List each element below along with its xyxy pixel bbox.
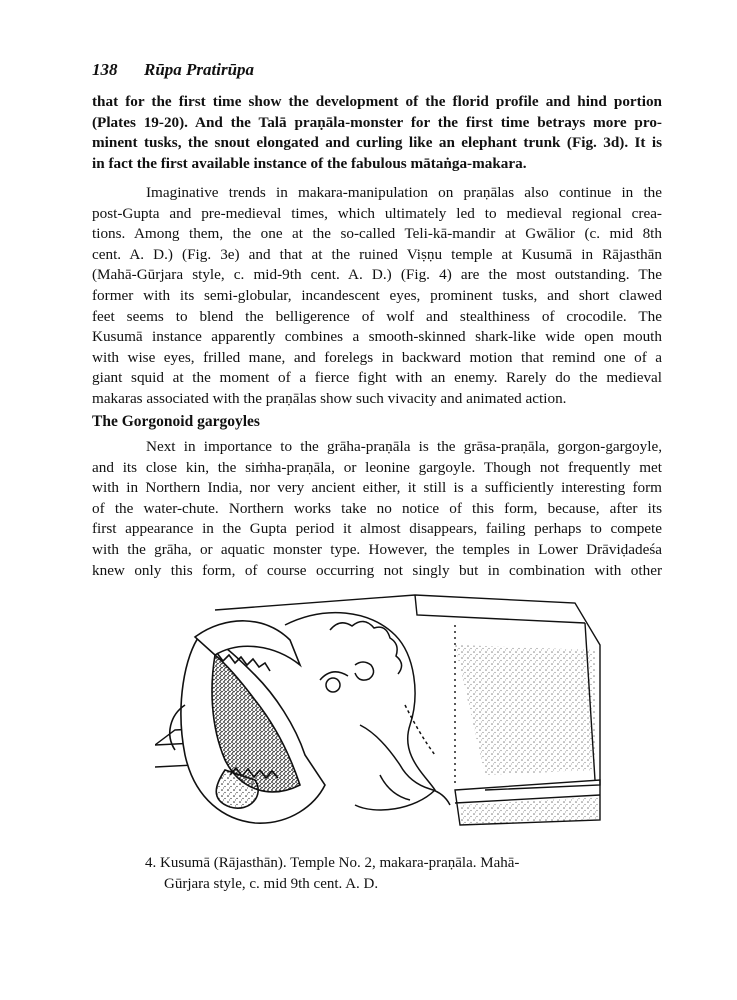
- caption-line: 4. Kusumā (Rājasthān). Temple No. 2, makara-praṇāla. Mahā-: [145, 855, 520, 871]
- text-line: first appearance in the Gupta period it almost disappears, failing perhaps to compete: [92, 520, 662, 538]
- page-header: [92, 60, 672, 84]
- text-line: post-Gupta and pre-medieval times, which ultimately led to medieval regional crea-: [92, 204, 662, 222]
- text-line: of the water-chute. Northern works take no notice of this form, because, after its: [92, 499, 662, 517]
- text-line: with in Northern India, nor very ancient either, it still is a sufficiently interesting form: [92, 479, 662, 497]
- running-title: Rūpa Pratirūpa: [144, 60, 255, 79]
- text-line: cent. A. D.) (Fig. 3e) and that at the ruined Viṣṇu temple at Kusumā in Rājasthān: [92, 245, 662, 263]
- monster-mouth: [170, 621, 325, 823]
- text-line: with wise eyes, frilled mane, and forelegs in backward motion that remind one of a: [92, 348, 662, 366]
- paragraph-makara-trends: [92, 183, 662, 410]
- text-line: Imaginative trends in makara-manipulation on praṇālas also continue in the: [146, 184, 662, 201]
- text-line: (Mahā-Gūrjara style, c. mid-9th cent. A. D.) (Fig. 4) are the most outstanding. The: [92, 266, 662, 284]
- figure-caption: [145, 853, 605, 894]
- text-line: feet seems to blend the belligerence of wolf and stealthiness of crocodile. The: [92, 307, 662, 325]
- paragraph-gorgonoid: [92, 437, 662, 581]
- text-line: makaras associated with the praṇālas show such vivacity and animated action.: [92, 389, 567, 407]
- paragraph-continued: [92, 92, 662, 174]
- text-line: knew only this form, of course occurring not singly but in combination with other: [92, 561, 662, 579]
- text-line: and its close kin, the siṁha-praṇāla, or leonine gargoyle. Though not frequently met: [92, 458, 662, 476]
- text-line: giant squid at the moment of a fierce fight with an enemy. Rarely do the medieval: [92, 369, 662, 387]
- page-number: 138: [92, 60, 118, 79]
- text-line: Next in importance to the grāha-praṇāla is the grāsa-praṇāla, gorgon-gargoyle,: [146, 438, 662, 455]
- text-line: minent tusks, the snout elongated and curling like an elephant trunk (Fig. 3d). It is: [92, 134, 662, 152]
- text-line: (Plates 19-20). And the Talā praṇāla-monster for the first time betrays more pro-: [92, 113, 662, 131]
- section-heading: The Gorgonoid gargoyles: [92, 413, 260, 430]
- text-line: with the grāha, or aquatic monster type. However, the temples in Lower Drāviḍadeśa: [92, 540, 662, 558]
- caption-line: Gūrjara style, c. mid 9th cent. A. D.: [164, 875, 379, 892]
- text-line: Kusumā instance apparently combines a smooth-skinned shark-like wide open mouth: [92, 328, 662, 346]
- makara-pranala-drawing: [155, 585, 605, 847]
- text-line: that for the first time show the development of the florid profile and hind portion: [92, 93, 662, 110]
- text-line: tions. Among them, the one at the so-called Teli-kā-mandir at Gwālior (c. mid 8th: [92, 225, 662, 243]
- text-line: former with its semi-globular, incandescent eyes, prominent tusks, and short clawed: [92, 286, 662, 304]
- text-line: in fact the first available instance of the fabulous mātaṅga-makara.: [92, 154, 527, 172]
